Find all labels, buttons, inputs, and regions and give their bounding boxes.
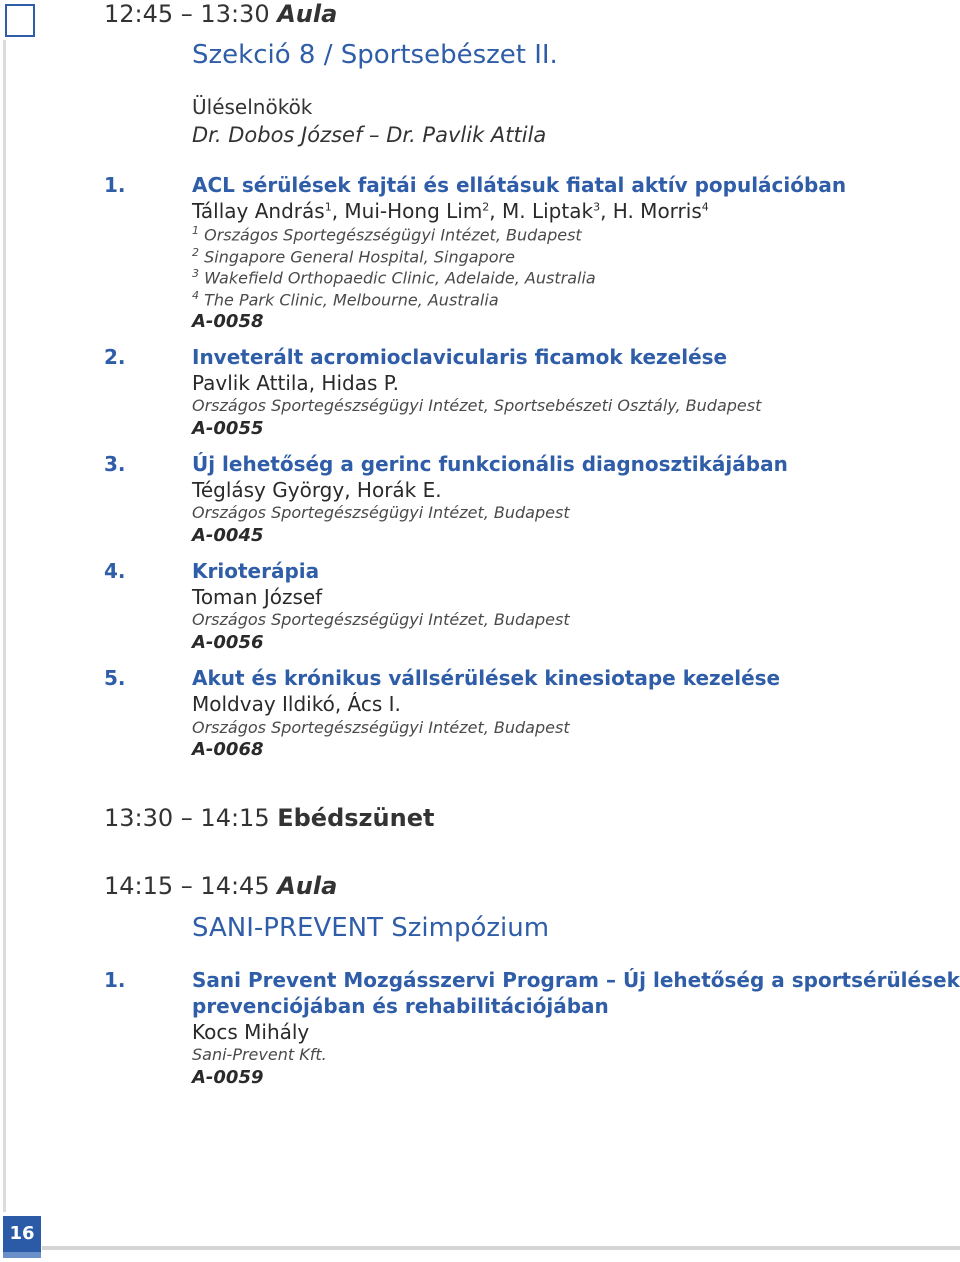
talk-title: Inveterált acromioclavicularis ficamok kezelése — [192, 345, 728, 369]
affiliation-text: Singapore General Hospital, Singapore — [204, 247, 515, 267]
talk-title: Krioterápia — [192, 559, 320, 583]
author-sup: 1 — [324, 200, 332, 214]
affiliation-line — [192, 267, 596, 287]
affiliation-line — [192, 224, 582, 244]
section-title: SANI-PREVENT Szimpózium — [192, 913, 550, 943]
footer-rule — [42, 1246, 960, 1250]
session-place: Aula — [277, 872, 338, 900]
author-sep: , — [489, 199, 503, 223]
talk-number: 2. — [104, 345, 126, 369]
page-number: 16 — [3, 1216, 41, 1252]
talk-number: 5. — [104, 666, 126, 690]
affiliation-line — [192, 289, 499, 309]
chairs-label: Üléselnökök — [192, 95, 313, 119]
talk-number: 3. — [104, 452, 126, 476]
affiliation-sup: 2 — [192, 246, 199, 259]
affiliation-line: Országos Sportegészségügyi Intézet, Budapest — [192, 503, 570, 522]
author-name: H. Morris — [612, 199, 702, 223]
talk-authors — [192, 199, 709, 223]
corner-checkbox — [5, 4, 35, 37]
session-time: 12:45 – 13:30 — [104, 0, 270, 28]
talk-title-line1: Sani Prevent Mozgásszervi Program – Új lehetőség a sportsérülések — [192, 968, 960, 992]
abstract-code: A-0055 — [192, 418, 264, 439]
affiliation-line: Országos Sportegészségügyi Intézet, Budapest — [192, 718, 570, 737]
affiliation-text: Wakefield Orthopaedic Clinic, Adelaide, Australia — [204, 268, 596, 288]
talk-authors: Toman József — [192, 585, 323, 609]
section-title — [192, 40, 558, 70]
abstract-code: A-0059 — [192, 1067, 264, 1088]
break-time: 13:30 – 14:15 — [104, 804, 270, 832]
talk-number: 4. — [104, 559, 126, 583]
talk-number: 1. — [104, 968, 126, 992]
affiliation-sup: 3 — [192, 267, 199, 280]
talk-authors: Pavlik Attila, Hidas P. — [192, 371, 400, 395]
talk-authors: Téglásy György, Horák E. — [192, 478, 442, 502]
page-number-bar — [3, 1252, 41, 1258]
talk-title: Új lehetőség a gerinc funkcionális diagnosztikájában — [192, 452, 788, 476]
affiliation-line: Országos Sportegészségügyi Intézet, Sportsebészeti Osztály, Budapest — [192, 396, 762, 415]
affiliation-text: Országos Sportegészségügyi Intézet, Budapest — [204, 225, 582, 245]
abstract-code: A-0068 — [192, 739, 264, 760]
talk-title: Akut és krónikus vállsérülések kinesiotape kezelése — [192, 666, 781, 690]
section-name: Sportsebészet II. — [340, 40, 558, 70]
affiliation-line — [192, 246, 515, 266]
session-place: Aula — [277, 0, 338, 28]
section-prefix: Szekció 8 — [192, 40, 316, 70]
session-time: 14:15 – 14:45 — [104, 872, 270, 900]
affiliation-sup: 4 — [192, 289, 199, 302]
author-sep: , — [600, 199, 613, 223]
talk-authors: Moldvay Ildikó, Ács I. — [192, 692, 401, 716]
talk-authors: Kocs Mihály — [192, 1020, 310, 1044]
author-sup: 3 — [593, 200, 601, 214]
affiliation-sup: 1 — [192, 224, 199, 237]
abstract-code: A-0058 — [192, 311, 264, 332]
author-name: M. Liptak — [502, 199, 594, 223]
left-margin-rule — [3, 40, 6, 1212]
affiliation-text: The Park Clinic, Melbourne, Australia — [204, 290, 499, 310]
author-name: Mui-Hong Lim — [344, 199, 483, 223]
abstract-code: A-0056 — [192, 632, 264, 653]
talk-title: ACL sérülések fajtái és ellátásuk fiatal aktív populációban — [192, 173, 847, 197]
session-time-heading — [104, 872, 337, 900]
affiliation-line: Országos Sportegészségügyi Intézet, Budapest — [192, 610, 570, 629]
break-label: Ebédszünet — [277, 804, 435, 832]
talk-title-line2: prevenciójában és rehabilitációjában — [192, 994, 609, 1018]
author-name: Tállay András — [192, 199, 325, 223]
chairs-names: Dr. Dobos József – Dr. Pavlik Attila — [192, 123, 547, 147]
talk-number: 1. — [104, 173, 126, 197]
session-time-heading — [104, 0, 337, 28]
author-sup: 4 — [701, 200, 709, 214]
section-separator: / — [315, 40, 341, 70]
affiliation-line: Sani-Prevent Kft. — [192, 1045, 327, 1064]
author-sep: , — [331, 199, 345, 223]
break-heading — [104, 804, 434, 832]
author-sup: 2 — [482, 200, 490, 214]
abstract-code: A-0045 — [192, 525, 264, 546]
